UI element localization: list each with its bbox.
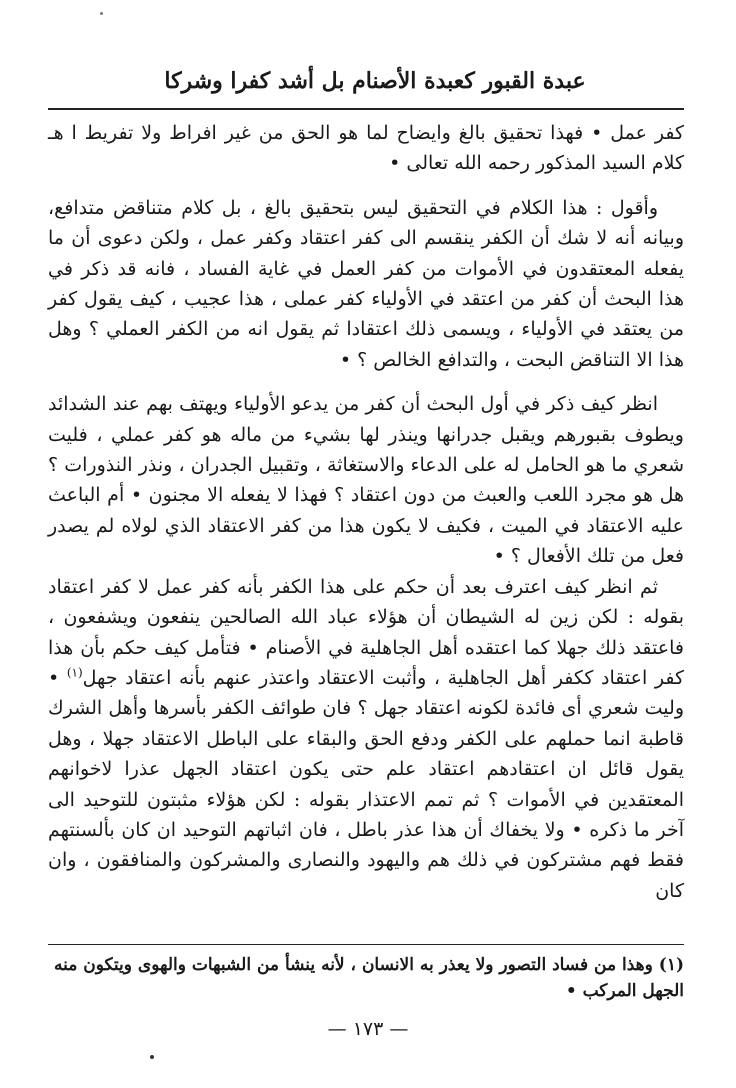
paragraph-text: ثم انظر كيف اعترف بعد أن حكم على هذا الكفر بأنه كفر عمل لا كفر اعتقاد بقوله : لكن زين له الشيطان أن هؤلاء عباد الله الصالحين ينفعون ويشفعون ، فاعتقد ذلك جهلا كما اعتقده أهل الجاهلية في الأصنام • فتأمل كيف حكم بأن هذا كفر اعتقاد ككفر أهل الجاهلية ، وأثبت الاعتقاد واعتذر عنهم بأنه اعتقاد جهل <box>48 575 684 689</box>
footnote: (١) وهذا من فساد التصور ولا يعذر به الانسان ، لأنه ينشأ من الشبهات والهوى ويتكون منه الجهل المركب • <box>53 955 684 1001</box>
main-text <box>48 118 684 906</box>
page-number: — ١٧٣ — <box>327 1018 409 1040</box>
paragraph-with-footnote <box>48 572 684 906</box>
scan-dot <box>150 1055 154 1059</box>
scan-speck <box>100 12 103 15</box>
footnote-reference[interactable]: (١) <box>66 665 83 680</box>
footnote-rule <box>48 944 684 945</box>
paragraph: انظر كيف ذكر في أول البحث أن كفر من يدعو الأولياء ويهتف بهم عند الشدائد ويطوف بقبورهم ويقبل جدرانها وينذر لها بشيء من ماله هو كفر عملي ، فليت شعري ما هو الحامل له على الدعاء والاستغاثة ، وتقبيل الجدران ، ونذر النذورات ؟ هل هو مجرد اللعب والعبث من دون اعتقاد ؟ فهذا لا يفعله الا مجنون • أم الباعث عليه الاعتقاد في الميت ، فكيف لا يكون هذا من كفر الاعتقاد الذي لولاه لم يصدر فعل من تلك الأفعال ؟ • <box>48 393 684 568</box>
paragraph: وأقول : هذا الكلام في التحقيق ليس بتحقيق بالغ ، بل كلام متناقض متدافع، وبيانه أنه لا شك أن الكفر ينقسم الى كفر اعتقاد وكفر عمل ، ولكن دعوى أن ما يفعله المعتقدون في الأموات من كفر العمل في غاية الفساد ، فانه قد ذكر في هذا البحث أن كفر من اعتقد في الأولياء كفر عملى ، هذا عجيب ، كيف يقول كفر من يعتقد في الأولياء ، ويسمى ذلك اعتقادا ثم يقول انه من الكفر العملي ؟ وهل هذا الا التناقض البحت ، والتدافع الخالص ؟ • <box>48 196 684 371</box>
paragraph: كفر عمل • فهذا تحقيق بالغ وايضاح لما هو الحق من غير افراط ولا تفريط ا هـ كلام السيد المذكور رحمه الله تعالى • <box>48 122 684 175</box>
paragraph-continuation: • وليت شعري أى فائدة لكونه اعتقاد جهل ؟ فان طوائف الكفر بأسرها وأهل الشرك قاطبة انما حملهم على الكفر ودفع الحق والبقاء على الباطل الاعتقاد جهلا ، وهل يقول قائل ان اعتقادهم اعتقاد علم حتى يكون اعتقاد الجهل عذرا لاخوانهم المعتقدين في الأموات ؟ ثم تمم الاعتذار بقوله : لكن هؤلاء مثبتون للتوحيد الى آخر ما ذكره • ولا يخفاك أن هذا عذر باطل ، فان اثباتهم التوحيد ان كان بألسنتهم فقط فهم مشتركون في ذلك هم واليهود والنصارى والمشركون والمنافقون ، وان كان <box>48 666 684 902</box>
header-rule <box>48 108 684 110</box>
running-header: عبدة القبور كعبدة الأصنام بل أشد كفرا وشركا <box>164 68 586 94</box>
